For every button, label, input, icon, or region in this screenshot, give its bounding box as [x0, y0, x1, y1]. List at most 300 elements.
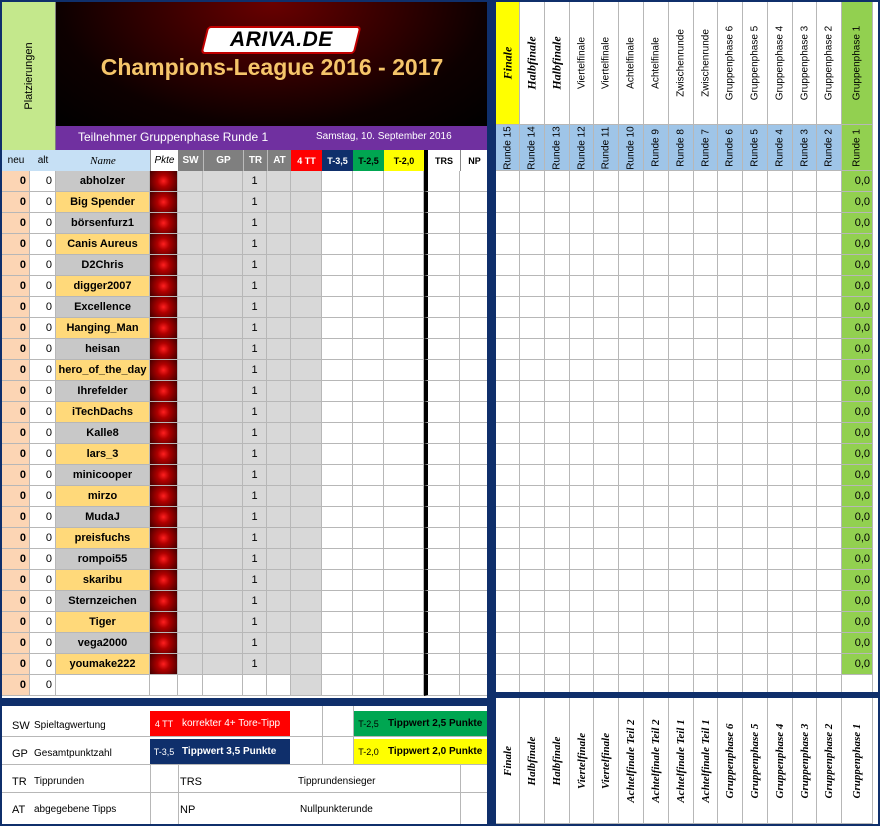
col-trs: TRS [424, 150, 460, 171]
cell-tr: 1 [243, 465, 267, 486]
points-cell [150, 318, 178, 339]
round-score-cell: 0,0 [842, 255, 873, 276]
cell-alt: 0 [30, 402, 56, 423]
table-header-row [2, 150, 488, 171]
cell-gp [203, 360, 243, 381]
round-score-cell: 0,0 [842, 171, 873, 192]
round-phase-footer-label: Achtelfinale Teil 2 [650, 718, 662, 803]
col-tr: TR [243, 150, 267, 171]
cell-trs [424, 381, 460, 402]
col-np: NP [460, 150, 488, 171]
legend-t35-text: Tippwert 3,5 Punkte [178, 739, 290, 764]
points-cell [150, 549, 178, 570]
cell-np [460, 423, 488, 444]
cell-t35 [322, 360, 353, 381]
points-cell [150, 423, 178, 444]
col-name: Name [56, 150, 150, 171]
cell-alt: 0 [30, 612, 56, 633]
cell-t25 [353, 633, 384, 654]
cell-alt: 0 [30, 192, 56, 213]
cell-at [267, 339, 291, 360]
round-phase-footer-label: Halbfinale [551, 736, 563, 785]
cell-np [460, 444, 488, 465]
col-at: AT [267, 150, 291, 171]
cell-tr: 1 [243, 255, 267, 276]
cell-tt4 [291, 507, 322, 528]
cell-np [460, 612, 488, 633]
cell-np [460, 234, 488, 255]
cell-t25 [353, 549, 384, 570]
cell-gp [203, 465, 243, 486]
table-row [2, 591, 488, 612]
round-score-cell: 0,0 [842, 465, 873, 486]
cell-at [267, 528, 291, 549]
cell-trs [424, 570, 460, 591]
cell-np [460, 507, 488, 528]
round-score-cell: 0,0 [842, 633, 873, 654]
cell-alt: 0 [30, 654, 56, 675]
table-row [2, 276, 488, 297]
cell-t20 [384, 591, 424, 612]
cell-tr: 1 [243, 549, 267, 570]
cell-tt4 [291, 528, 322, 549]
cell-neu: 0 [2, 591, 30, 612]
legend-4tt-text: korrekter 4+ Tore-Tipp [178, 711, 290, 736]
cell-t20 [384, 234, 424, 255]
round-phase-label: Gruppenphase 1 [851, 25, 863, 101]
cell-trs [424, 675, 460, 696]
cell-trs [424, 486, 460, 507]
round-number-label: Runde 13 [551, 125, 563, 170]
cell-alt: 0 [30, 528, 56, 549]
cell-tr: 1 [243, 528, 267, 549]
cell-gp [203, 339, 243, 360]
cell-tr: 1 [243, 654, 267, 675]
player-name: MudaJ [56, 507, 150, 528]
cell-sw [178, 213, 203, 234]
points-cell [150, 381, 178, 402]
round-phase-label: Zwischenrunde [675, 29, 687, 97]
cell-alt: 0 [30, 507, 56, 528]
cell-tt4 [291, 612, 322, 633]
table-row [2, 381, 488, 402]
player-name: iTechDachs [56, 402, 150, 423]
cell-tt4 [291, 192, 322, 213]
cell-trs [424, 612, 460, 633]
cell-t35 [322, 234, 353, 255]
cell-at [267, 234, 291, 255]
cell-sw [178, 549, 203, 570]
round-phase-footer-label: Achtelfinale Teil 1 [675, 718, 687, 803]
legend-gp-text: Gesamtpunktzahl [34, 748, 112, 759]
cell-sw [178, 381, 203, 402]
cell-gp [203, 633, 243, 654]
round-score-cell: 0,0 [842, 612, 873, 633]
cell-alt: 0 [30, 570, 56, 591]
points-cell [150, 486, 178, 507]
cell-gp [203, 549, 243, 570]
round-score-cell: 0,0 [842, 213, 873, 234]
cell-t20 [384, 423, 424, 444]
cell-t35 [322, 591, 353, 612]
player-name: heisan [56, 339, 150, 360]
round-phase-label: Achtelfinale [625, 37, 637, 89]
round-score-cell: 0,0 [842, 297, 873, 318]
points-cell [150, 192, 178, 213]
cell-neu: 0 [2, 423, 30, 444]
cell-np [460, 318, 488, 339]
cell-at [267, 213, 291, 234]
round-phase-footer-label: Viertelfinale [600, 732, 612, 789]
page-title: Champions-League 2016 - 2017 [100, 54, 444, 80]
cell-at [267, 591, 291, 612]
table-row [2, 549, 488, 570]
round-number-label: Runde 6 [724, 128, 736, 167]
col-gp: GP [203, 150, 243, 171]
cell-t25 [353, 276, 384, 297]
cell-sw [178, 276, 203, 297]
cell-at [267, 612, 291, 633]
round-score-cell: 0,0 [842, 654, 873, 675]
round-score-cell: 0,0 [842, 549, 873, 570]
player-name: Excellence [56, 297, 150, 318]
cell-sw [178, 297, 203, 318]
cell-trs [424, 276, 460, 297]
round-phase-footer-label: Gruppenphase 4 [774, 723, 786, 798]
col-t35: T-3,5 [322, 150, 353, 171]
cell-np [460, 192, 488, 213]
round-phase-label: Gruppenphase 3 [799, 25, 810, 101]
round-score-cell: 0,0 [842, 570, 873, 591]
cell-tr: 1 [243, 318, 267, 339]
round-phase-footer-label: Achtelfinale Teil 1 [699, 718, 712, 803]
table-row [2, 528, 488, 549]
cell-np [460, 276, 488, 297]
points-cell [150, 654, 178, 675]
cell-neu: 0 [2, 528, 30, 549]
cell-t35 [322, 507, 353, 528]
legend-tr-text: Tipprunden [34, 776, 85, 787]
cell-alt: 0 [30, 444, 56, 465]
cell-gp [203, 381, 243, 402]
table-row [2, 171, 488, 192]
ariva-logo [201, 26, 362, 54]
cell-alt: 0 [30, 486, 56, 507]
date-text: Samstag, 10. September 2016 [316, 131, 452, 142]
cell-np [460, 339, 488, 360]
col-neu: neu [2, 150, 30, 171]
legend-trs-abbr: TRS [180, 776, 202, 788]
subtitle-text: Teilnehmer Gruppenphase Runde 1 [78, 130, 269, 144]
legend-tr-abbr: TR [12, 776, 27, 788]
legend-np-abbr: NP [180, 804, 196, 816]
round-score-cell: 0,0 [842, 381, 873, 402]
cell-t20 [384, 192, 424, 213]
cell-neu: 0 [2, 654, 30, 675]
cell-trs [424, 591, 460, 612]
cell-tt4 [291, 675, 322, 696]
cell-neu: 0 [2, 570, 30, 591]
cell-np [460, 528, 488, 549]
table-row [2, 255, 488, 276]
cell-tt4 [291, 549, 322, 570]
cell-sw [178, 192, 203, 213]
cell-tr: 1 [243, 633, 267, 654]
cell-t25 [353, 171, 384, 192]
cell-tr: 1 [243, 339, 267, 360]
cell-neu: 0 [2, 402, 30, 423]
cell-neu: 0 [2, 276, 30, 297]
round-number-label: Runde 12 [576, 125, 587, 170]
cell-t35 [322, 654, 353, 675]
round-number-label: Runde 9 [650, 128, 662, 167]
cell-sw [178, 423, 203, 444]
round-phase-footer-label: Viertelfinale [575, 732, 588, 789]
legend-grid [2, 764, 488, 765]
cell-tr: 1 [243, 381, 267, 402]
cell-t35 [322, 528, 353, 549]
cell-neu: 0 [2, 381, 30, 402]
cell-neu: 0 [2, 192, 30, 213]
cell-t20 [384, 612, 424, 633]
cell-tr: 1 [243, 192, 267, 213]
cell-tt4 [291, 654, 322, 675]
cell-tt4 [291, 360, 322, 381]
cell-tr: 1 [243, 591, 267, 612]
cell-t20 [384, 486, 424, 507]
cell-at [267, 192, 291, 213]
round-score-cell: 0,0 [842, 276, 873, 297]
round-score-cell: 0,0 [842, 402, 873, 423]
round-number-label: Runde 3 [799, 128, 810, 167]
table-row [2, 402, 488, 423]
table-row [2, 633, 488, 654]
cell-t25 [353, 444, 384, 465]
cell-at [267, 276, 291, 297]
cell-t25 [353, 486, 384, 507]
round-number-label: Runde 2 [823, 128, 835, 167]
cell-np [460, 402, 488, 423]
table-row [2, 213, 488, 234]
cell-t25 [353, 360, 384, 381]
cell-at [267, 675, 291, 696]
cell-t35 [322, 633, 353, 654]
cell-t35 [322, 381, 353, 402]
points-cell [150, 444, 178, 465]
legend-grid [460, 764, 461, 824]
points-cell [150, 339, 178, 360]
cell-sw [178, 570, 203, 591]
cell-gp [203, 507, 243, 528]
cell-neu: 0 [2, 486, 30, 507]
cell-tr: 1 [243, 444, 267, 465]
legend-np-text: Nullpunkterunde [300, 804, 373, 815]
round-phase-label: Gruppenphase 6 [724, 25, 736, 101]
legend-grid [178, 764, 179, 824]
cell-trs [424, 654, 460, 675]
cell-t35 [322, 675, 353, 696]
cell-t20 [384, 549, 424, 570]
round-number-label: Runde 7 [700, 128, 711, 167]
points-cell [150, 234, 178, 255]
round-phase-label: Gruppenphase 2 [823, 25, 835, 101]
points-cell [150, 465, 178, 486]
table-row [2, 423, 488, 444]
table-separator [2, 698, 488, 706]
player-name: Sternzeichen [56, 591, 150, 612]
cell-tt4 [291, 171, 322, 192]
cell-sw [178, 360, 203, 381]
player-name [56, 675, 150, 696]
cell-sw [178, 444, 203, 465]
legend-grid [2, 792, 488, 793]
cell-tr [243, 675, 267, 696]
cell-gp [203, 297, 243, 318]
cell-neu: 0 [2, 297, 30, 318]
cell-neu: 0 [2, 318, 30, 339]
cell-tt4 [291, 423, 322, 444]
cell-tt4 [291, 633, 322, 654]
cell-t35 [322, 297, 353, 318]
cell-tt4 [291, 297, 322, 318]
points-cell [150, 255, 178, 276]
cell-at [267, 570, 291, 591]
player-name: rompoi55 [56, 549, 150, 570]
round-phase-footer-label: Gruppenphase 5 [749, 723, 761, 798]
round-phase-footer-label: Gruppenphase 3 [798, 723, 811, 798]
round-number-label: Runde 5 [749, 128, 761, 167]
cell-tt4 [291, 402, 322, 423]
cell-t20 [384, 570, 424, 591]
cell-t35 [322, 549, 353, 570]
round-phase-label: Gruppenphase 4 [774, 25, 786, 101]
cell-neu: 0 [2, 507, 30, 528]
cell-gp [203, 234, 243, 255]
col-t20: T-2,0 [384, 150, 424, 171]
cell-t25 [353, 297, 384, 318]
cell-at [267, 381, 291, 402]
col-alt: alt [30, 150, 56, 171]
cell-t25 [353, 255, 384, 276]
cell-tt4 [291, 465, 322, 486]
cell-sw [178, 528, 203, 549]
cell-sw [178, 633, 203, 654]
legend [2, 706, 488, 824]
cell-trs [424, 318, 460, 339]
cell-alt: 0 [30, 234, 56, 255]
cell-at [267, 633, 291, 654]
cell-trs [424, 234, 460, 255]
legend-t25-text: Tippwert 2,5 Punkte [384, 711, 488, 736]
legend-grid [322, 706, 323, 764]
cell-t25 [353, 528, 384, 549]
cell-sw [178, 654, 203, 675]
cell-alt: 0 [30, 633, 56, 654]
player-name: hero_of_the_day [56, 360, 150, 381]
round-number-label: Runde 15 [502, 125, 513, 170]
round-phase-footer-label: Gruppenphase 6 [724, 723, 736, 798]
player-name: Hanging_Man [56, 318, 150, 339]
cell-alt: 0 [30, 423, 56, 444]
round-phase-footer-label: Gruppenphase 2 [823, 723, 835, 798]
cell-t35 [322, 339, 353, 360]
cell-t25 [353, 192, 384, 213]
cell-alt: 0 [30, 171, 56, 192]
cell-trs [424, 633, 460, 654]
cell-tt4 [291, 486, 322, 507]
cell-tr: 1 [243, 297, 267, 318]
round-phase-label: Zwischenrunde [700, 29, 711, 97]
cell-t35 [322, 318, 353, 339]
player-name: preisfuchs [56, 528, 150, 549]
cell-tt4 [291, 276, 322, 297]
round-score-cell: 0,0 [842, 339, 873, 360]
cell-t25 [353, 213, 384, 234]
legend-t25-abbr: T-2,5 [353, 711, 384, 736]
points-cell [150, 528, 178, 549]
table-row [2, 570, 488, 591]
round-phase-label: Achtelfinale [650, 37, 662, 89]
cell-sw [178, 339, 203, 360]
cell-t25 [353, 339, 384, 360]
cell-t25 [353, 654, 384, 675]
cell-gp [203, 444, 243, 465]
table-row [2, 486, 488, 507]
subtitle-bar [56, 126, 488, 150]
points-cell [150, 276, 178, 297]
cell-t25 [353, 402, 384, 423]
points-cell [150, 171, 178, 192]
points-cell [150, 612, 178, 633]
cell-t20 [384, 213, 424, 234]
cell-tr: 1 [243, 612, 267, 633]
cell-alt: 0 [30, 255, 56, 276]
cell-trs [424, 171, 460, 192]
cell-at [267, 360, 291, 381]
platzierungen-header [2, 2, 56, 150]
col-pkte: Pkte [150, 150, 178, 171]
cell-sw [178, 591, 203, 612]
points-cell [150, 360, 178, 381]
cell-gp [203, 423, 243, 444]
round-score-cell: 0,0 [842, 234, 873, 255]
table-row [2, 465, 488, 486]
round-phase-label: Finale [500, 46, 514, 80]
cell-t35 [322, 486, 353, 507]
round-phase-footer-label: Finale [501, 745, 514, 776]
round-score-cell: 0,0 [842, 192, 873, 213]
cell-at [267, 486, 291, 507]
cell-tt4 [291, 339, 322, 360]
table-row [2, 444, 488, 465]
round-phase-label: Viertelfinale [576, 36, 587, 90]
cell-gp [203, 486, 243, 507]
cell-at [267, 171, 291, 192]
cell-sw [178, 507, 203, 528]
cell-neu: 0 [2, 213, 30, 234]
cell-at [267, 507, 291, 528]
player-name: Canis Aureus [56, 234, 150, 255]
cell-tr: 1 [243, 234, 267, 255]
points-cell [150, 570, 178, 591]
cell-sw [178, 675, 203, 696]
cell-np [460, 465, 488, 486]
round-phase-label: Gruppenphase 5 [749, 25, 761, 101]
legend-at-abbr: AT [12, 804, 26, 816]
legend-grid [150, 764, 151, 824]
cell-t25 [353, 570, 384, 591]
cell-trs [424, 507, 460, 528]
